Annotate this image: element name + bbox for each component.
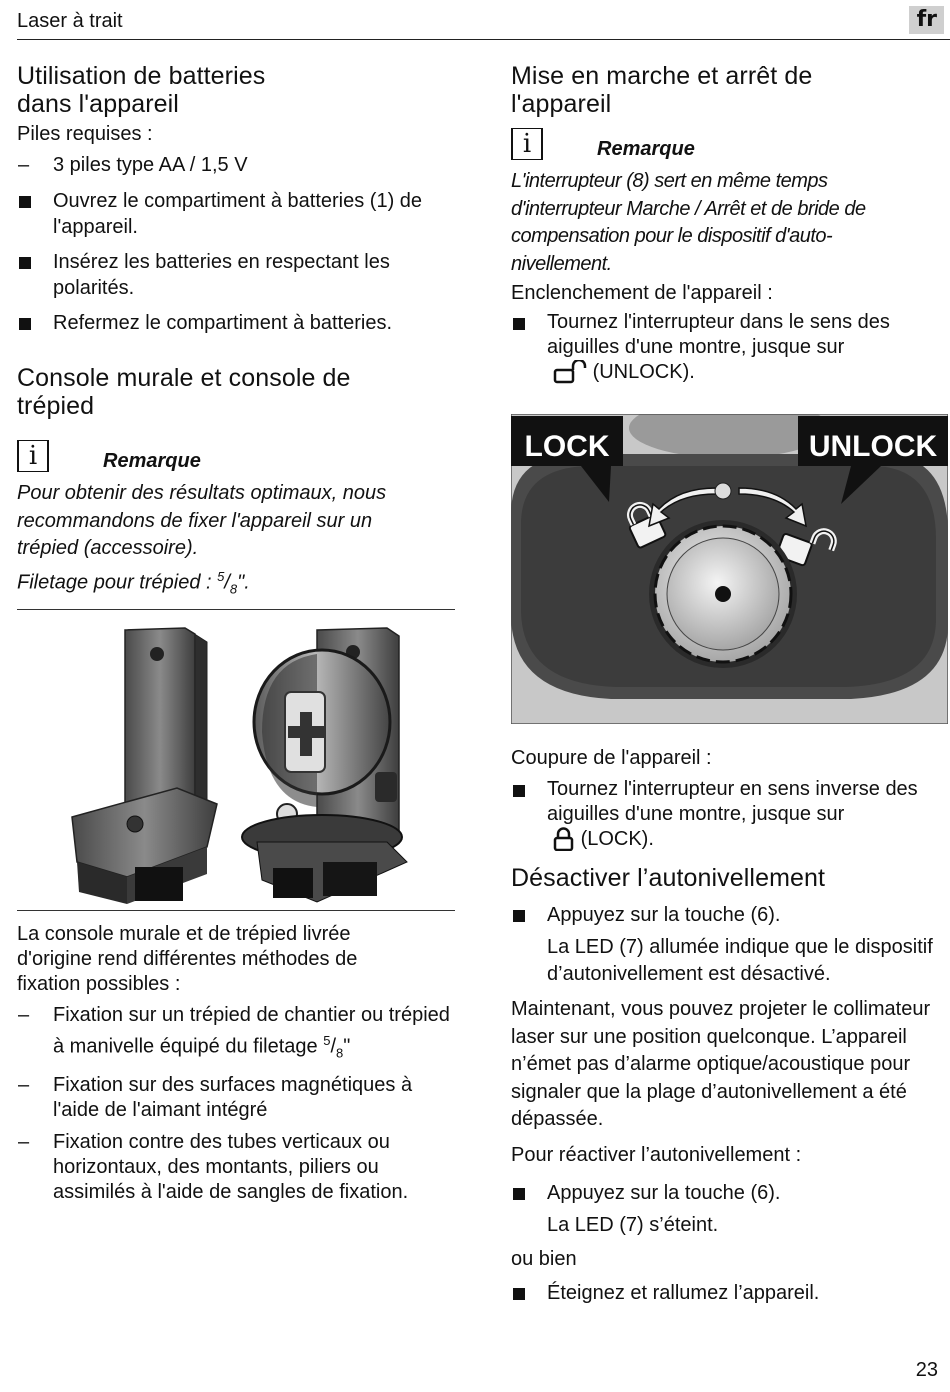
note-label: Remarque (103, 450, 201, 472)
list-item (511, 310, 947, 385)
fraction-denominator: 8 (229, 581, 238, 597)
thread-end: ". (237, 571, 250, 594)
section-batteries (17, 62, 457, 336)
list-item (511, 902, 949, 928)
bullet-text: Insérez les batteries en respectant les polarités. (53, 251, 390, 299)
thread-label: Filetage pour trépied : (17, 571, 212, 594)
bullet-square-icon (513, 318, 525, 330)
heading-power: Mise en marche et arrêt de l'appareil (511, 62, 813, 118)
console-desc-text: La console murale et de trépied livrée d'origine rend différentes méthodes de fixation possibles : (17, 923, 358, 995)
dash-marker: – (18, 1004, 30, 1026)
list-item (511, 777, 947, 852)
list-item (17, 310, 473, 336)
indicator-dot (715, 483, 731, 499)
dash-text: Fixation contre des tubes verticaux ou horizontaux, des montants, piliers ou assimilés à l'aide de sangles de fixation. (53, 1130, 409, 1203)
header-rule (17, 39, 950, 40)
on-state: (UNLOCK). (592, 361, 695, 383)
off-state: (LOCK). (580, 828, 654, 850)
bullet-square-icon (19, 318, 31, 330)
bullet-text: Ouvrez le compartiment à batteries (1) de l'appareil. (53, 190, 423, 238)
running-header: Laser à trait (17, 10, 123, 32)
list-item (511, 1280, 949, 1306)
step1-result: La LED (7) allumée indique que le dispositif d’autonivellement est désactivé. (547, 936, 933, 985)
or-label: ou bien (511, 1247, 577, 1270)
heading-console: Console murale et console de trépied (17, 364, 351, 420)
dash-text: 3 piles type AA / 1,5 V (53, 154, 248, 176)
bullet-square-icon (513, 1188, 525, 1200)
dash-text: Fixation sur des surfaces magnétiques à l'aide de l'aimant intégré (53, 1073, 413, 1121)
info-icon: i (511, 128, 543, 160)
figure-rule-top (17, 609, 455, 610)
bullet-text: Refermez le compartiment à batteries. (53, 312, 393, 334)
console-description (17, 922, 457, 1205)
dial-illustration (511, 414, 948, 724)
bullet-square-icon (513, 785, 525, 797)
fraction-denominator: 8 (336, 1045, 344, 1061)
bullet-text: Tournez l'interrupteur en sens inverse des aiguilles d'une montre, jusque sur (547, 778, 918, 825)
dash-marker: – (18, 154, 30, 176)
section-power (511, 62, 947, 385)
note-row (17, 440, 457, 480)
dash-text: Fixation sur un trépied de chantier ou trépied à manivelle équipé du filetage (53, 1004, 450, 1058)
section-power-off (511, 745, 947, 852)
list-item (17, 249, 453, 301)
thread-line: Filetage pour trépied : $^5/_8$". (17, 568, 250, 597)
lock-icon (553, 827, 575, 851)
bullet-text: Tournez l'interrupteur dans le sens des aiguilles d'une montre, jusque sur (547, 311, 890, 358)
fraction-numerator: 5 (217, 568, 225, 584)
note-label: Remarque (597, 138, 695, 160)
dash-marker: – (18, 1130, 30, 1153)
bullet-square-icon (513, 910, 525, 922)
note-text: L'interrupteur (8) sert en même temps d'interrupteur Marche / Arrêt et de bride de compensation pour le dispositif d'auto-nivellement. (511, 170, 866, 275)
list-item (17, 1073, 463, 1123)
note-text: Pour obtenir des résultats optimaux, nous recommandons de fixer l'appareil sur un trépied (accessoire). (17, 482, 387, 559)
autolevel-paragraph: Maintenant, vous pouvez projeter le collimateur laser sur une position quelconque. L’appareil n’émet pas d’alarme optique/acoustique pour signaler que la plage d’autonivellement a été dépassée. (511, 998, 931, 1130)
list-item (511, 1180, 949, 1206)
bullet-square-icon (513, 1288, 525, 1300)
on-label: Enclenchement de l'appareil : (511, 282, 773, 304)
laser-device (242, 628, 407, 902)
batteries-requirement (17, 153, 457, 178)
section-autolevel (511, 864, 949, 1306)
wall-bracket (72, 628, 217, 904)
bullet-square-icon (19, 257, 31, 269)
list-item: – Fixation sur un trépied de chantier ou trépied à manivelle équipé du filetage $^5/_8$" (18, 1004, 450, 1061)
step2-result: La LED (7) s’éteint. (547, 1213, 719, 1236)
heading-batteries: Utilisation de batteries dans l'appareil (17, 62, 266, 118)
page-number: 23 (915, 1359, 938, 1381)
info-icon: i (17, 440, 49, 472)
dial-knob (649, 520, 797, 668)
batteries-intro: Piles requises : (17, 123, 153, 145)
console-illustration (17, 612, 455, 908)
dial-lock-label: LOCK (524, 430, 610, 463)
dash-marker: – (18, 1073, 30, 1096)
off-label: Coupure de l'appareil : (511, 747, 712, 769)
fraction-end: " (343, 1035, 351, 1058)
unlock-icon (553, 360, 587, 384)
reactivate-label: Pour réactiver l’autonivellement : (511, 1143, 802, 1166)
section-console (17, 364, 457, 603)
bullet-text: Éteignez et rallumez l’appareil. (547, 1281, 820, 1304)
note-row (511, 128, 947, 168)
bullet-square-icon (19, 196, 31, 208)
list-item (17, 188, 453, 240)
bullet-text: Appuyez sur la touche (6). (547, 904, 781, 926)
bullet-text: Appuyez sur la touche (6). (547, 1181, 781, 1204)
figure-rule-bottom (17, 910, 455, 911)
list-item (17, 1130, 463, 1205)
dial-unlock-label: UNLOCK (808, 430, 938, 463)
heading-autolevel: Désactiver l’autonivellement (511, 864, 826, 892)
fraction-numerator: 5 (323, 1033, 331, 1048)
language-badge: fr (909, 6, 944, 34)
